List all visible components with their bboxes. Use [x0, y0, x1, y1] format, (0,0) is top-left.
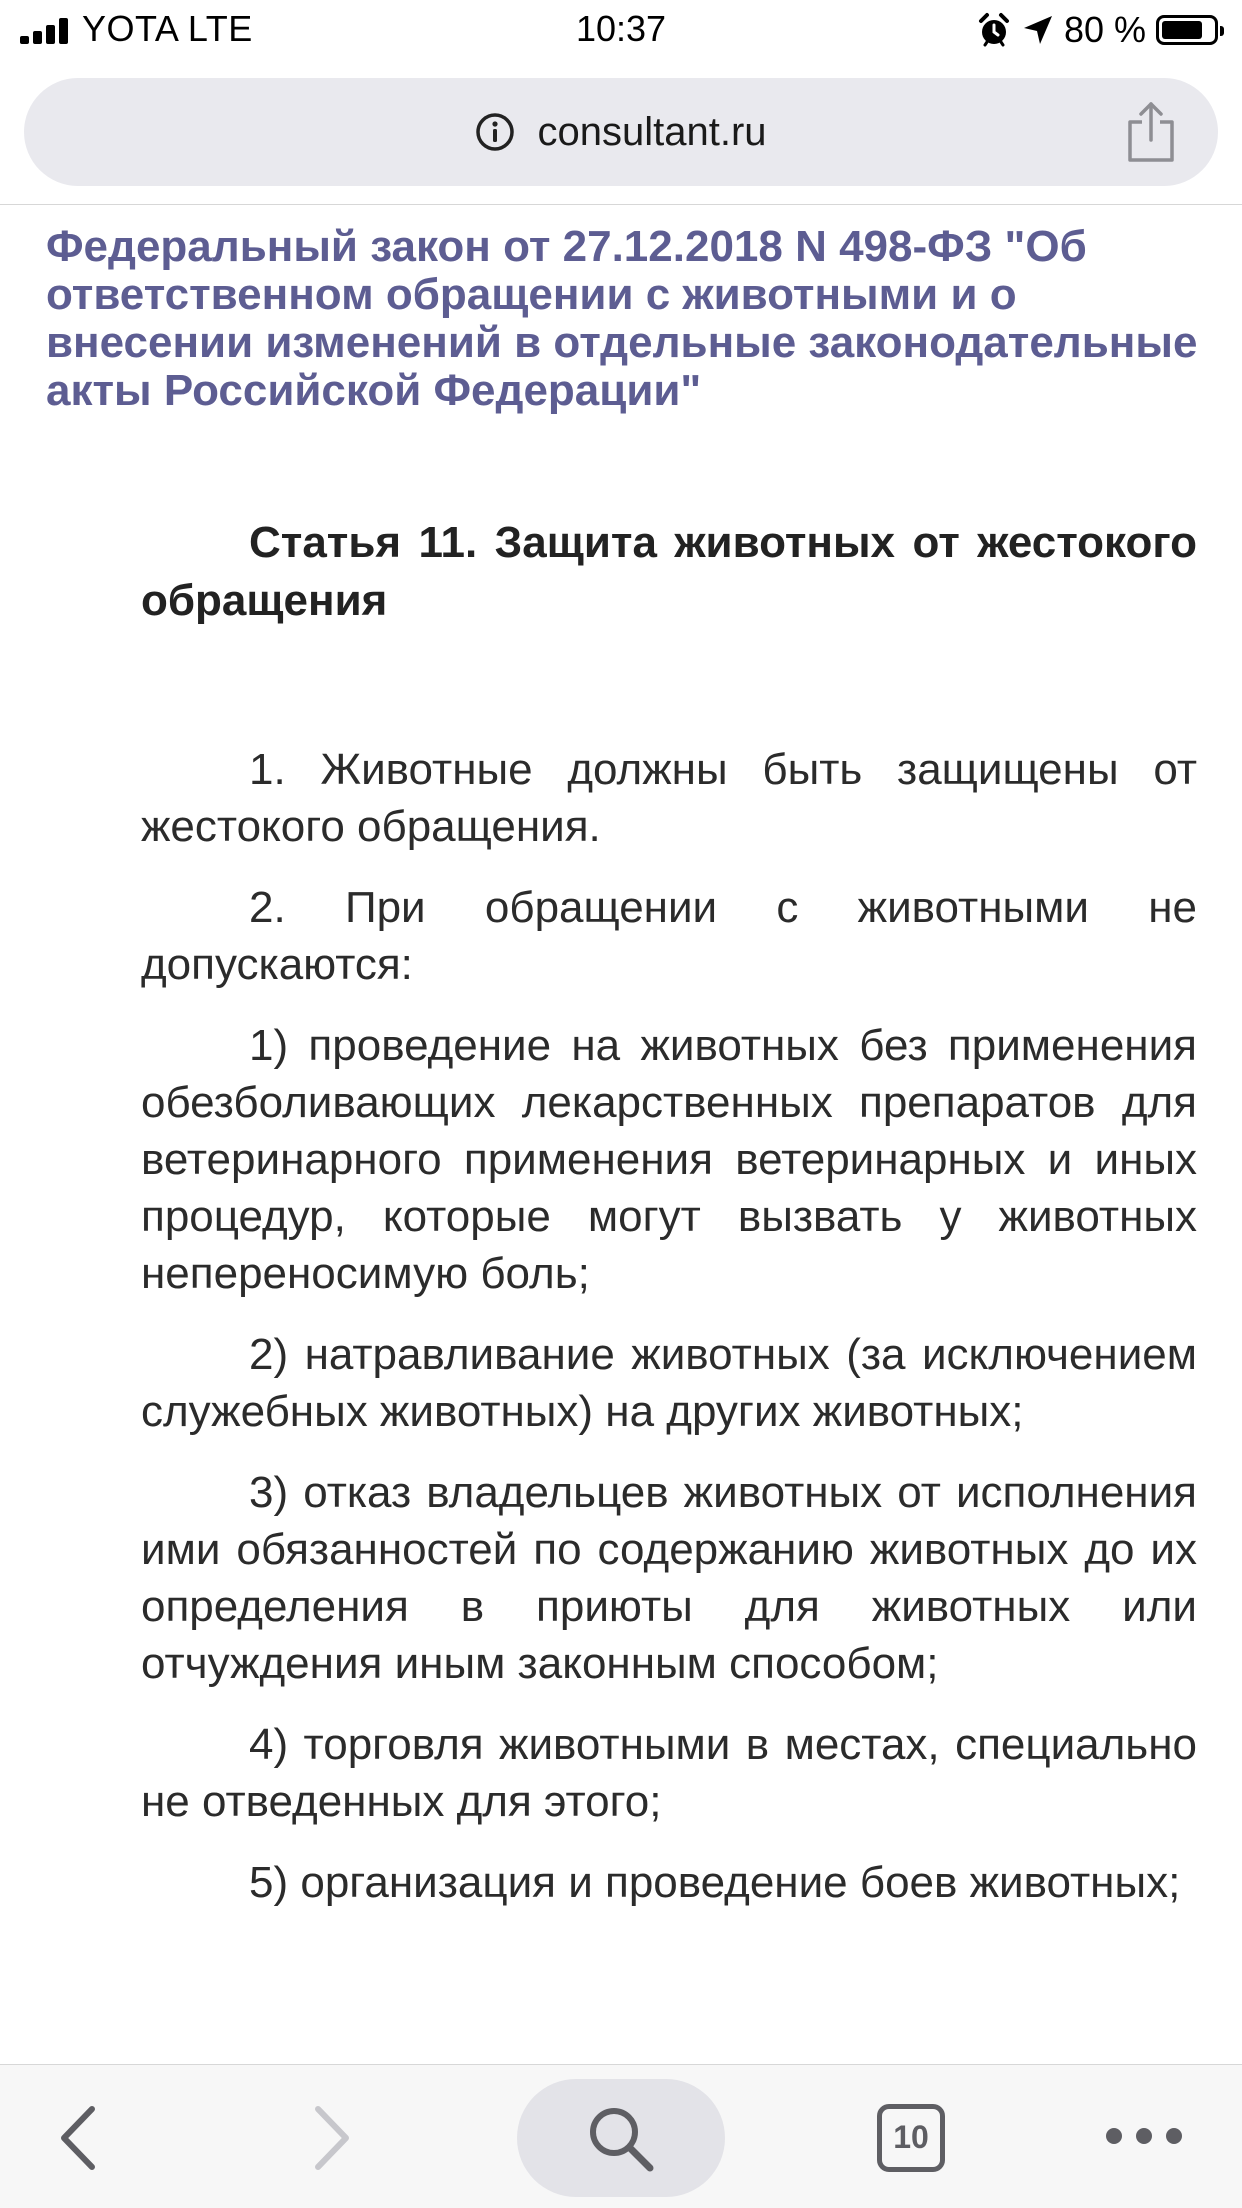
- location-arrow-icon: [1022, 14, 1054, 46]
- status-right: [976, 8, 1218, 52]
- back-icon[interactable]: [54, 2103, 104, 2173]
- share-icon[interactable]: [1122, 100, 1180, 164]
- alarm-icon: [976, 12, 1012, 48]
- search-button[interactable]: [517, 2079, 725, 2197]
- paragraph-1: 1. Животные должны быть защищены от жестокого обращения.: [141, 745, 1197, 851]
- bottom-toolbar: [0, 2064, 1242, 2208]
- article-heading: Статья 11. Защита животных от жестокого обращения: [141, 518, 1197, 625]
- tabs-icon[interactable]: 10: [877, 2104, 945, 2172]
- address-bar[interactable]: [24, 78, 1218, 186]
- list-item-4: 4) торговля животными в местах, специально не отведенных для этого;: [141, 1720, 1197, 1826]
- url-text[interactable]: consultant.ru: [537, 109, 767, 154]
- list-item-1: 1) проведение на животных без применения обезболивающих лекарственных препаратов для ветеринарного применения ветеринарных и иных процедур, которые могут вызвать у животных непереносимую боль;: [141, 1021, 1197, 1298]
- status-bar: [0, 0, 1242, 60]
- list-item-2: 2) натравливание животных (за исключением служебных животных) на других животных;: [141, 1330, 1197, 1436]
- battery-icon: [1156, 15, 1218, 45]
- search-icon: [584, 2102, 658, 2176]
- paragraph-2: 2. При обращении с животными не допускаются:: [141, 883, 1197, 989]
- clock: 10:37: [575, 8, 667, 49]
- header-divider: [0, 204, 1242, 205]
- forward-icon[interactable]: [306, 2103, 356, 2173]
- info-circle-icon[interactable]: [475, 112, 515, 152]
- url-center: [24, 78, 1218, 186]
- battery-percent: 80 %: [1063, 9, 1146, 50]
- more-icon[interactable]: [1100, 2121, 1188, 2151]
- list-item-3: 3) отказ владельцев животных от исполнения ими обязанностей по содержанию животных до их определения в приюты для животных или отчуждения иным законным способом;: [141, 1468, 1197, 1688]
- battery-fill: [1162, 21, 1202, 39]
- document-title-link[interactable]: Федеральный закон от 27.12.2018 N 498-ФЗ "Об ответственном обращении с животными и о внесении изменений в отдельные законодательные акты Российской Федерации": [46, 222, 1198, 415]
- list-item-5: 5) организация и проведение боев животных;: [249, 1858, 1181, 1907]
- carrier-label: YOTA LTE: [82, 8, 253, 49]
- article-body: [141, 741, 1197, 1935]
